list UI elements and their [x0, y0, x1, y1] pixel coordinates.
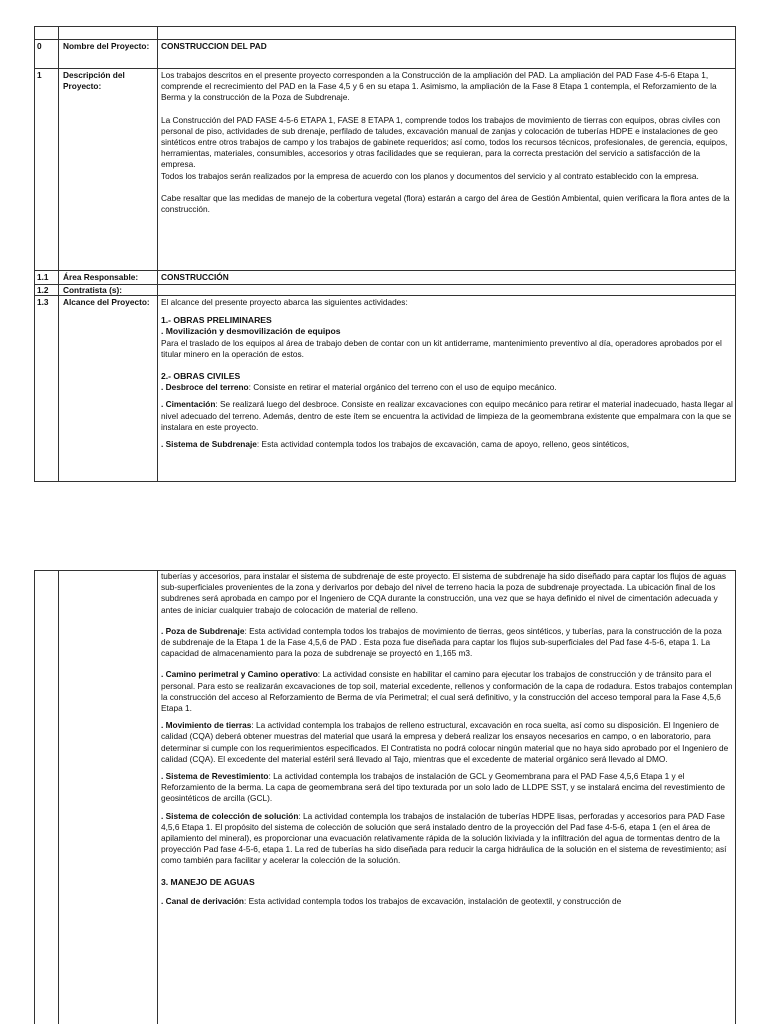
- scope-paragraph: [161, 720, 733, 765]
- scope-paragraph: tuberías y accesorios, para instalar el sistema de subdrenaje de este proyecto. El sistema de subdrenaje ha sido diseñado para captar los flujos de aguas sub-superficiales provenientes de la zona y derivarlos por debajo del nivel de terreno hacia la poza de subdrenaje proyectada. La ubicación final de los subdrenes será aprobada en campo por el Ingeniero de CQA durante la construcción, una vez que se haya definido el nivel de cimentación adecuada y antes de iniciar cualquier trabajo de colocación de material de relleno.: [161, 571, 726, 615]
- description-paragraph: Todos los trabajos serán realizados por la empresa de acuerdo con los planos y documentos del servicio y al contrato establecido con la empresa.: [161, 170, 699, 181]
- description-paragraph: Los trabajos descritos en el presente proyecto corresponden a la Construcción de la ampliación del PAD. La ampliación del PAD Fase 4-5-6 Etapa 1, comprende el recrecimiento del PAD en la Fase 4,5 y 6 en su etapa 1. Asimismo, la ampliación de la Fase 8 Etapa 1 contempla, el Reforzamiento de la Berma y la construcción de la Poza de Subdrenaje.: [161, 70, 717, 103]
- section-title: 1.- OBRAS PRELIMINARES: [161, 315, 272, 326]
- scope-paragraph: Para el traslado de los equipos al área de trabajo deben de contar con un kit antiderrame, mantenimiento preventivo al día, operadores aprobados por el titular minero en la operación de estos.: [161, 337, 722, 359]
- item-text: : La actividad contempla los trabajos de instalación de tuberías HDPE lisas, perforadas y accesorios para PAD Fase 4,5,6 Etapa 1. El propósito del sistema de colección de solución que será instalado dentro de la proyección del Pad fase 4-5-6, etapa 1 (en el área de apilamiento del mineral), es proporcionar una evacuación relativamente rápida de la solución lixiviada y la infiltración del agua de tormentas dentro de la proyección Pad fase 4-5-6, etapa 1. La red de tuberías ha sido diseñada para reducir la carga hidráulica de la solución en el sistema de revestimiento; así como también para facilitar y acelerar la colección de la solución.: [161, 810, 727, 866]
- item-title: . Cimentación: [161, 399, 216, 410]
- scope-text: [161, 297, 733, 481]
- description-text: [161, 70, 733, 215]
- item-text: : Se realizará luego del desbroce. Consiste en realizar excavaciones con equipo mecánico para retirar el material inadecuado, hasta llegar al nivel adecuado del terreno. Además, dentro de este ítem se encuentra la actividad de limpieza de la geomembrana existente que empalmara con la que se instalara en este proyecto.: [161, 399, 733, 432]
- item-title: . Camino perimetral y Camino operativo: [161, 669, 318, 680]
- scope-paragraph: [161, 811, 733, 867]
- item-title: . Sistema de Revestimiento: [161, 771, 269, 782]
- scope-paragraph: [161, 626, 733, 660]
- item-text: : La actividad consiste en habilitar el camino para ejecutar los trabajos de construcción y de tránsito para el personal. Para esto se realizarán excavaciones de top soil, material excedente, rellenos y conformación de la capa de rodadura. Estos trabajos contemplan la construcción del acceso al Reforzamiento de Berma de vía Perimetral; el cual será definitivo, y la construcción del acceso temporal para la Fase 4,5,6 Etapa 1.: [161, 669, 733, 714]
- item-text: : Esta actividad contempla todos los trabajos de movimiento de tierras, geos sintéticos, y tuberías, para la construcción de la poza de subdrenaje de la Etapa 1 de la Fase 4,5,6 de PAD . Esta poza fue diseñada para captar los flujos sub-superficiales del Pad fase 4-5-6, etapa 1. La capacidad de almacenamiento para la poza de subdrenaje se proyectó en 1,165 m3.: [161, 625, 722, 659]
- row-divider: [34, 68, 736, 69]
- row-number: 1.1: [37, 272, 49, 282]
- project-name: CONSTRUCCION DEL PAD: [161, 41, 267, 51]
- column-divider: [157, 570, 158, 1024]
- row-number: 1: [37, 70, 42, 80]
- scope-intro: El alcance del presente proyecto abarca las siguientes actividades:: [161, 297, 408, 307]
- document-page-2: [34, 570, 736, 1024]
- scope-continuation: [161, 571, 733, 1024]
- item-title: . Desbroce del terreno: [161, 382, 249, 393]
- row-label-contratista: Contratista (s):: [63, 285, 123, 295]
- scope-paragraph: [161, 399, 733, 433]
- section-title: 3. MANEJO DE AGUAS: [161, 876, 255, 887]
- row-divider: [34, 39, 736, 40]
- item-title: . Canal de derivación: [161, 895, 244, 906]
- item-title: . Poza de Subdrenaje: [161, 625, 245, 636]
- item-title: . Sistema de colección de solución: [161, 810, 299, 821]
- item-text: : Esta actividad contempla todos los trabajos de excavación, cama de apoyo, relleno, geos sintéticos,: [256, 439, 630, 450]
- item-text: : La actividad contempla los trabajos de relleno estructural, excavación en roca suelta, así como su disposición. El Ingeniero de calidad (CQA) deberá obtener muestras del material que usará la empresa y deberá realizar los ensayos necesarios en campo, o en laboratorio, para determinar si cumple con los requerimientos especificados. El Contratista no podrá colocar ningún material que no haya sido aprobado por el Ingeniero de calidad (CQA). El excedente del material estéril será llevado al Tajo, mientras que el excedente de material orgánico será llevado al DMO.: [161, 720, 729, 764]
- scope-paragraph: [161, 382, 733, 393]
- scope-paragraph: [161, 669, 733, 714]
- item-text: : Consiste en retirar el material orgánico del terreno con el uso de equipo mecánico.: [248, 382, 557, 393]
- scope-paragraph: [161, 439, 733, 450]
- subsection-title: . Movilización y desmovilización de equipos: [161, 326, 341, 337]
- row-label-area: Área Responsable:: [63, 272, 139, 282]
- section-title: 2.- OBRAS CIVILES: [161, 371, 241, 382]
- description-paragraph: La Construcción del PAD FASE 4-5-6 ETAPA 1, FASE 8 ETAPA 1, comprende todos los trabajos de movimiento de tierras con equipos, obras civiles con personal de piso, actividades de sub drenaje, perfilado de taludes, excavación manual de zanjas y colocación de tuberías HDPE e instalaciones de geo sintéticos entre otros trabajos de campo y los trabajos de gabinete requeridos; así como, todos los recursos técnicos, profesionales, de gerencia, equipos, herramientas, materiales, consumibles, accesorios y otras facilidades que se requieran, para la correcta prestación del servicio a satisfacción de la empresa.: [161, 114, 728, 170]
- item-title: . Movimiento de tierras: [161, 720, 252, 731]
- item-text: : La actividad contempla los trabajos de instalación de GCL y Geomembrana para el PAD Fase 4,5,6 Etapa 1 y el Reforzamiento de la berma. La capa de geomembrana será del tipo texturada por un solo lado de LLDPE SST, y se instalará encima del revestimiento de geosintéticos de arcilla (GCL).: [161, 771, 726, 804]
- row-divider: [34, 270, 736, 271]
- row-number: 1.3: [37, 297, 49, 307]
- scope-paragraph: [161, 896, 733, 907]
- description-paragraph: Cabe resaltar que las medidas de manejo de la cobertura vegetal (flora) estarán a cargo del área de Gestión Ambiental, quien verificara la flora antes de la construcción.: [161, 192, 730, 215]
- area-value: CONSTRUCCIÓN: [161, 272, 229, 282]
- column-divider: [58, 570, 59, 1024]
- column-divider: [58, 26, 59, 482]
- document-page-1: [34, 26, 736, 482]
- row-number: 1.2: [37, 285, 49, 295]
- item-text: : Esta actividad contempla todos los trabajos de excavación, instalación de geotextil, y construcción de: [244, 895, 622, 906]
- scope-paragraph: [161, 771, 733, 805]
- item-title: . Sistema de Subdrenaje: [161, 439, 257, 450]
- row-label-descripcion: Descripción del Proyecto:: [63, 70, 125, 92]
- column-divider: [157, 26, 158, 482]
- row-label-alcance: Alcance del Proyecto:: [63, 297, 150, 307]
- row-number: 0: [37, 41, 42, 51]
- row-label-nombre: Nombre del Proyecto:: [63, 41, 150, 51]
